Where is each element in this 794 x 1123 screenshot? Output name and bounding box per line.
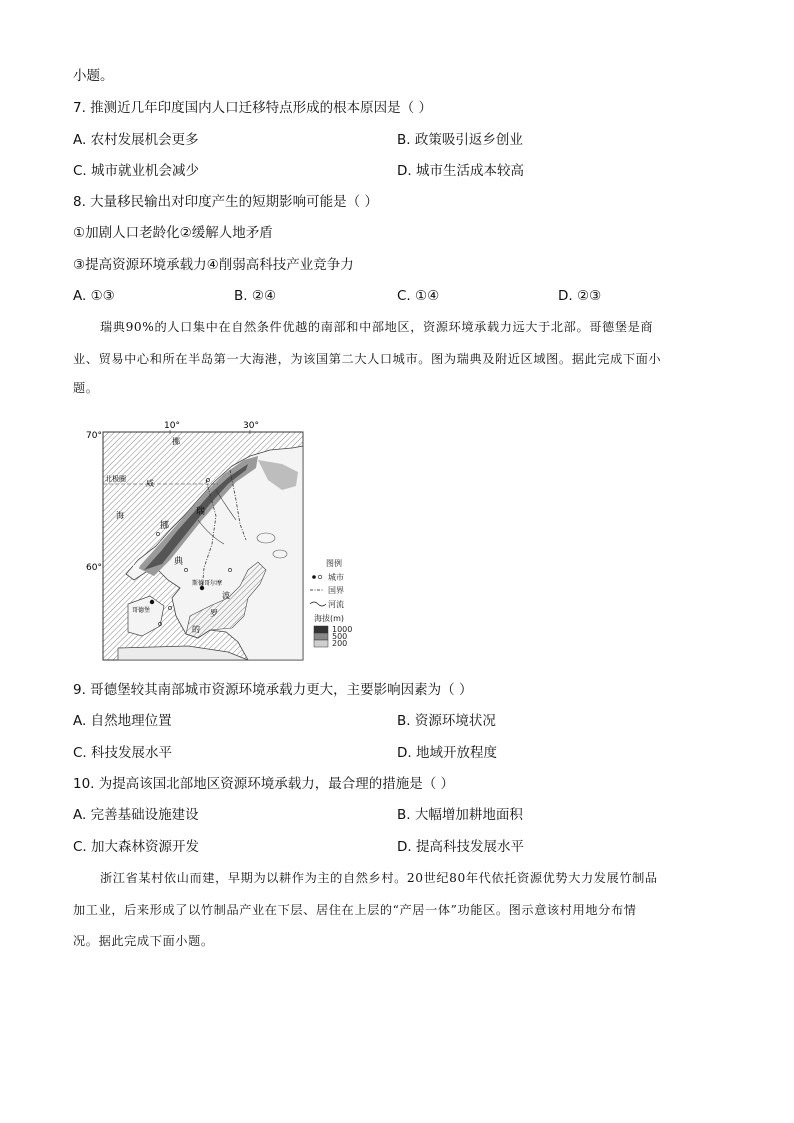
sea-label-1: 挪 bbox=[172, 437, 180, 446]
city-stockholm-label: 斯德哥尔摩 bbox=[192, 580, 223, 587]
intro-zhejiang-line-3: 况。据此完成下面小题。 bbox=[73, 934, 214, 948]
sea-label-3: 海 bbox=[116, 511, 124, 520]
q8-stem: 8. 大量移民输出对印度产生的短期影响可能是（ ） bbox=[73, 194, 378, 210]
legend-title: 图例 bbox=[326, 559, 342, 568]
sea-label-2: 威 bbox=[146, 479, 154, 488]
sweden-region-map bbox=[86, 420, 363, 665]
country-label-nuo: 挪 bbox=[160, 521, 170, 531]
intro-sweden-line-3: 题。 bbox=[73, 381, 99, 395]
intro-sweden-line-1: 瑞典90%的人口集中在自然条件优越的南部和中部地区，资源环境承载力远大于北部。哥德堡是商 bbox=[100, 320, 654, 334]
text-fragment-top: 小题。 bbox=[73, 68, 114, 84]
lon-10-label: 10° bbox=[164, 421, 180, 431]
q8-option-c: C. ①④ bbox=[397, 288, 440, 304]
q7-option-c: C. 城市就业机会减少 bbox=[73, 163, 200, 179]
intro-zhejiang-line-1: 浙江省某村依山而建，早期为以耕作为主的自然乡村。20世纪80年代依托资源优势大力发展竹制品 bbox=[100, 871, 658, 885]
q7-option-d: D. 城市生活成本较高 bbox=[397, 163, 524, 179]
q8-option-a: A. ①③ bbox=[73, 288, 115, 304]
lat-70-label: 70° bbox=[86, 431, 102, 441]
intro-sweden-line-2: 业、贸易中心和所在半岛第一大海港，为该国第二大人口城市。图为瑞典及附近区域图。据此完成下面小 bbox=[73, 352, 662, 366]
legend-river: 河流 bbox=[328, 600, 344, 609]
q8-option-d: D. ②③ bbox=[558, 288, 602, 304]
q8-statements-2: ③提高资源环境承载力④削弱高科技产业竞争力 bbox=[73, 257, 354, 273]
legend-e200: 200 bbox=[332, 639, 348, 648]
q10-stem: 10. 为提高该国北部地区资源环境承载力，最合理的措施是（ ） bbox=[73, 776, 455, 792]
legend-city: 城市 bbox=[328, 573, 344, 582]
q9-option-c: C. 科技发展水平 bbox=[73, 745, 173, 761]
legend-border: 国界 bbox=[328, 586, 344, 595]
q9-option-a: A. 自然地理位置 bbox=[73, 713, 172, 729]
q10-option-a: A. 完善基础设施建设 bbox=[73, 807, 199, 823]
q8-option-b: B. ②④ bbox=[234, 288, 277, 304]
intro-zhejiang-line-2: 加工业，后来形成了以竹制品产业在下层、居住在上层的“产居一体”功能区。图示意该村用地分布情 bbox=[73, 903, 637, 917]
q8-statements-1: ①加剧人口老龄化②缓解人地矛盾 bbox=[73, 225, 273, 241]
q10-option-d: D. 提高科技发展水平 bbox=[397, 839, 524, 855]
legend-e1000: 1000 bbox=[332, 625, 353, 634]
q10-option-b: B. 大幅增加耕地面积 bbox=[397, 807, 523, 823]
lon-30-label: 30° bbox=[243, 421, 259, 431]
q7-option-a: A. 农村发展机会更多 bbox=[73, 132, 199, 148]
q7-option-b: B. 政策吸引返乡创业 bbox=[397, 132, 523, 148]
city-gothenburg-marker bbox=[150, 600, 154, 604]
q9-stem: 9. 哥德堡较其南部城市资源环境承载力更大，主要影响因素为（ ） bbox=[73, 682, 473, 698]
legend-elevation-title: 海拔(m) bbox=[314, 614, 345, 623]
legend-e500: 500 bbox=[332, 632, 348, 641]
arctic-circle-label: 北极圈 bbox=[105, 475, 126, 483]
q9-option-b: B. 资源环境状况 bbox=[397, 713, 496, 729]
q10-option-c: C. 加大森林资源开发 bbox=[73, 839, 200, 855]
baltic-label-1: 波 bbox=[222, 591, 230, 600]
country-label-rui: 瑞 bbox=[196, 507, 206, 517]
map-legend bbox=[310, 558, 352, 648]
country-label-dian: 典 bbox=[174, 557, 184, 567]
baltic-label-3: 的 bbox=[192, 625, 200, 634]
q9-option-d: D. 地域开放程度 bbox=[397, 745, 497, 761]
country-label-wei: 威 bbox=[132, 563, 142, 573]
city-gothenburg-label: 哥德堡 bbox=[132, 607, 151, 614]
baltic-label-2: 罗 bbox=[210, 609, 218, 618]
lat-60-label: 60° bbox=[86, 563, 102, 573]
q7-stem: 7. 推测近几年印度国内人口迁移特点形成的根本原因是（ ） bbox=[73, 100, 432, 116]
